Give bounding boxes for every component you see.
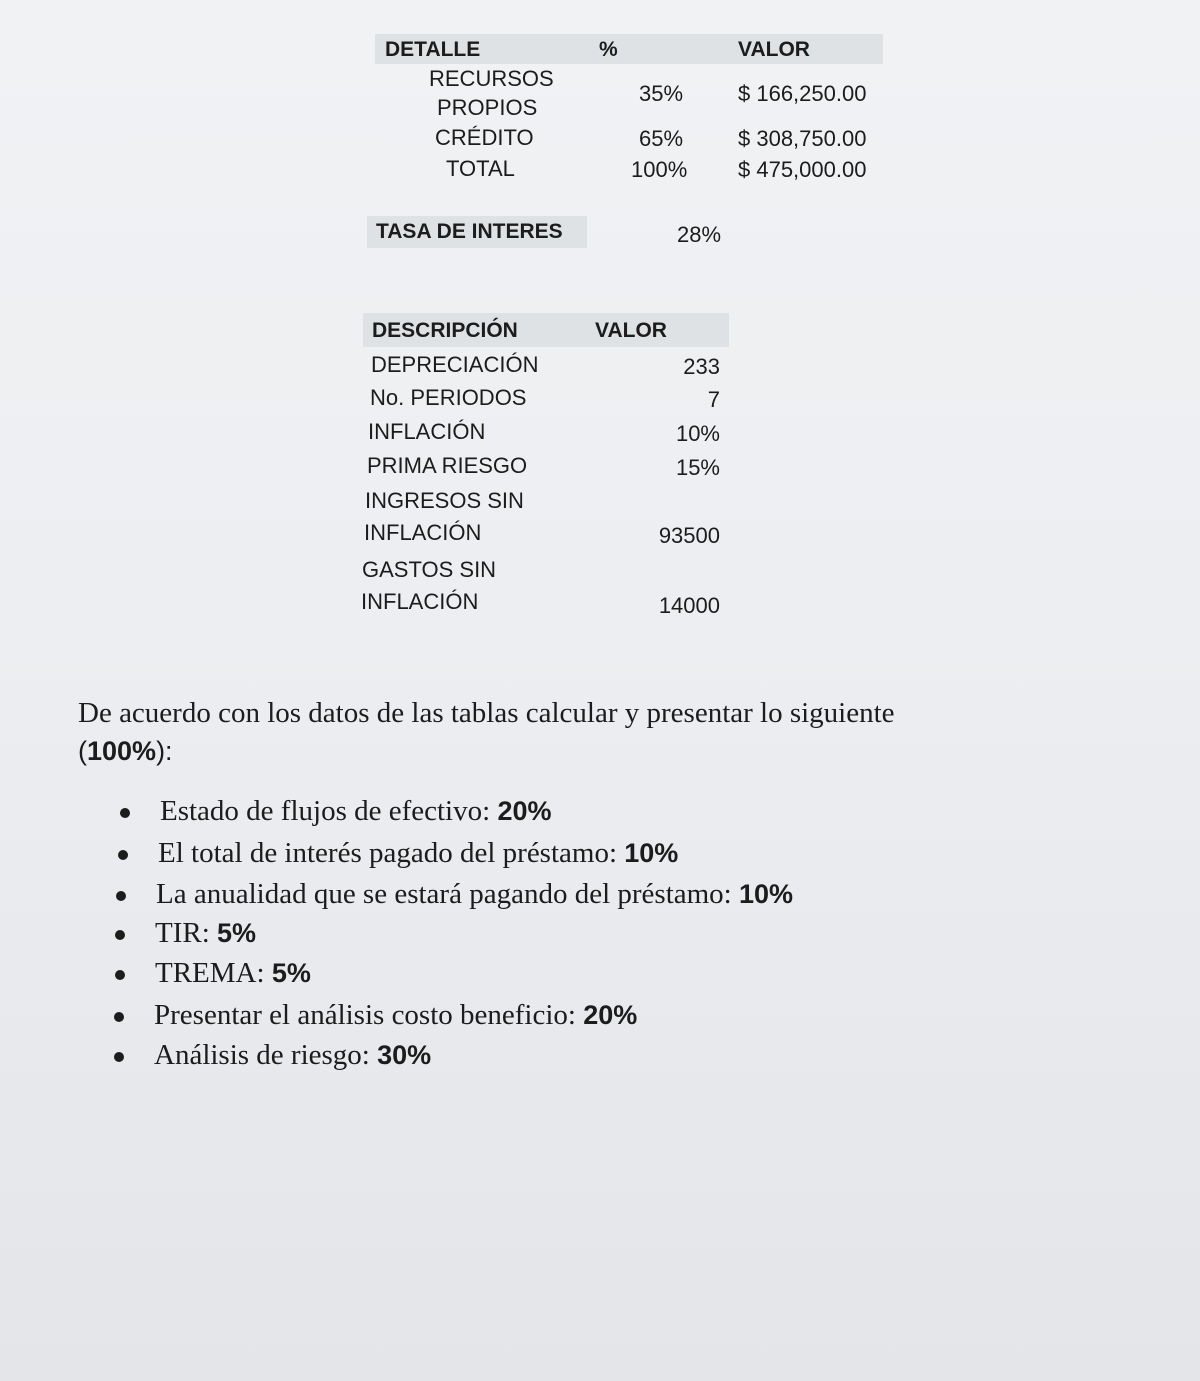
list-item-text: Presentar el análisis costo beneficio: — [154, 999, 584, 1031]
financing-table — [375, 34, 885, 194]
list-item — [154, 999, 637, 1032]
bullet-icon — [116, 891, 126, 901]
row-ingresos-value: 93500 — [658, 523, 720, 548]
header-descripcion: DESCRIPCIÓN — [372, 319, 518, 342]
intro-total-weight: 100% — [87, 736, 157, 766]
intro-open: ( — [78, 736, 87, 766]
header-valor: VALOR — [738, 38, 810, 61]
header-percent: % — [599, 38, 618, 61]
row-total-percent: 100% — [631, 157, 688, 182]
list-item-weight: 10% — [624, 838, 679, 868]
row-recursos-valor: $ 166,250.00 — [738, 81, 867, 106]
intro-text: De acuerdo con los datos de las tablas calcular y presentar lo siguiente — [78, 697, 895, 729]
row-recursos-label-line2: PROPIOS — [437, 95, 538, 120]
row-credito-percent: 65% — [639, 126, 684, 151]
list-item-text: El total de interés pagado del préstamo: — [158, 837, 625, 869]
row-recursos-label-line1: RECURSOS — [429, 66, 554, 91]
list-item — [160, 795, 551, 828]
row-credito-label: CRÉDITO — [435, 125, 534, 150]
list-item-weight: 20% — [583, 1000, 638, 1030]
list-item-weight: 5% — [217, 918, 257, 948]
list-item-text: TREMA: — [155, 957, 272, 989]
row-recursos-percent: 35% — [639, 81, 684, 106]
row-inflacion-value: 10% — [675, 421, 720, 446]
row-prima-riesgo-value: 15% — [675, 455, 720, 480]
bullet-icon — [115, 930, 125, 940]
list-item-weight: 20% — [497, 796, 552, 826]
row-gastos-label-line1: GASTOS SIN — [362, 557, 497, 582]
instructions-intro — [78, 694, 1138, 770]
parameters-table — [355, 313, 735, 623]
list-item-text: Análisis de riesgo: — [154, 1039, 378, 1071]
header-valor: VALOR — [595, 319, 667, 342]
bullet-icon — [114, 1012, 124, 1022]
list-item-text: La anualidad que se estará pagando del préstamo: — [156, 878, 739, 910]
list-item-weight: 30% — [377, 1040, 432, 1070]
list-item-text: TIR: — [155, 917, 218, 949]
list-item-weight: 10% — [739, 879, 794, 909]
header-detalle: DETALLE — [385, 38, 481, 61]
bullet-icon — [120, 808, 130, 818]
row-credito-valor: $ 308,750.00 — [738, 126, 867, 151]
list-item — [155, 917, 256, 950]
row-total-valor: $ 475,000.00 — [738, 157, 867, 182]
row-gastos-value: 14000 — [658, 593, 720, 618]
row-inflacion-label: INFLACIÓN — [368, 419, 486, 444]
row-gastos-label-line2: INFLACIÓN — [361, 589, 479, 614]
interest-rate-label: TASA DE INTERES — [376, 220, 563, 243]
list-item — [156, 878, 793, 911]
list-item-text: Estado de flujos de efectivo: — [160, 795, 498, 827]
row-periodos-value: 7 — [707, 387, 720, 412]
row-total-label: TOTAL — [446, 156, 515, 181]
bullet-icon — [118, 850, 128, 860]
list-item — [158, 837, 678, 870]
list-item-weight: 5% — [271, 958, 311, 988]
row-ingresos-label-line1: INGRESOS SIN — [365, 488, 524, 513]
bullet-icon — [115, 970, 125, 980]
interest-rate-value: 28% — [677, 222, 722, 247]
row-prima-riesgo-label: PRIMA RIESGO — [367, 453, 528, 478]
intro-close: ): — [156, 736, 173, 766]
list-item — [155, 957, 311, 990]
row-depreciacion-value: 233 — [683, 354, 720, 379]
list-item — [154, 1039, 431, 1072]
row-depreciacion-label: DEPRECIACIÓN — [371, 352, 539, 377]
row-periodos-label: No. PERIODOS — [370, 385, 527, 410]
row-ingresos-label-line2: INFLACIÓN — [364, 520, 482, 545]
bullet-icon — [114, 1052, 124, 1062]
